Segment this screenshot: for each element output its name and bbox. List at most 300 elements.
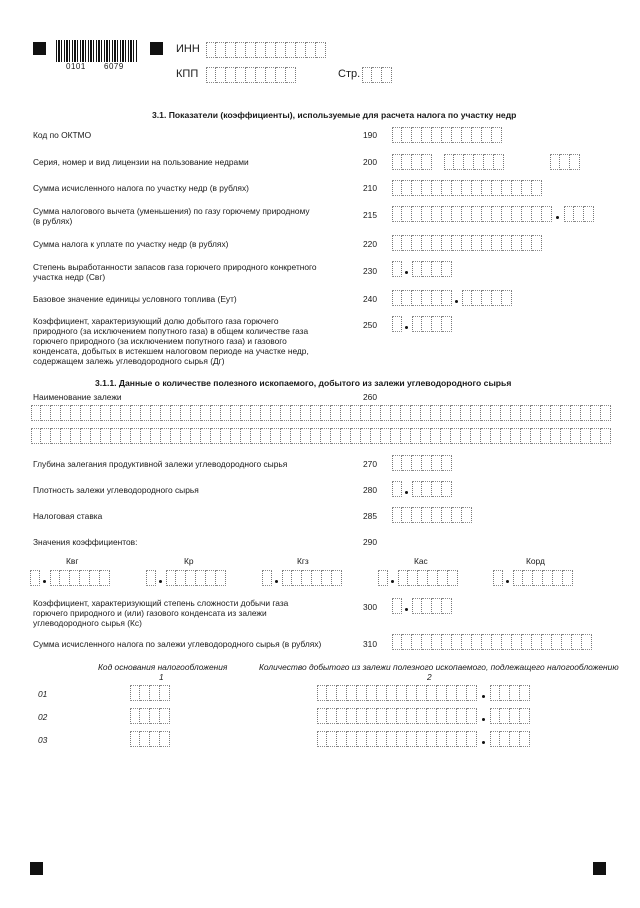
char-cell[interactable] xyxy=(462,127,472,143)
char-cell[interactable] xyxy=(211,428,221,444)
char-cell[interactable] xyxy=(442,634,452,650)
char-cell[interactable] xyxy=(90,570,100,586)
char-cell[interactable] xyxy=(432,180,442,196)
char-cell[interactable] xyxy=(521,428,531,444)
char-cell[interactable] xyxy=(377,685,387,701)
char-cell[interactable] xyxy=(482,127,492,143)
share-integer-field[interactable] xyxy=(392,316,402,332)
char-cell[interactable] xyxy=(492,206,502,222)
char-cell[interactable] xyxy=(532,235,542,251)
char-cell[interactable] xyxy=(422,127,432,143)
char-cell[interactable] xyxy=(417,685,427,701)
char-cell[interactable] xyxy=(191,428,201,444)
char-cell[interactable] xyxy=(392,598,402,614)
char-cell[interactable] xyxy=(381,428,391,444)
char-cell[interactable] xyxy=(211,405,221,421)
char-cell[interactable] xyxy=(31,405,41,421)
char-cell[interactable] xyxy=(584,206,594,222)
char-cell[interactable] xyxy=(101,428,111,444)
char-cell[interactable] xyxy=(392,180,402,196)
char-cell[interactable] xyxy=(432,455,442,471)
char-cell[interactable] xyxy=(601,405,611,421)
char-cell[interactable] xyxy=(412,598,422,614)
char-cell[interactable] xyxy=(432,507,442,523)
char-cell[interactable] xyxy=(377,708,387,724)
char-cell[interactable] xyxy=(101,405,111,421)
char-cell[interactable] xyxy=(422,481,432,497)
char-cell[interactable] xyxy=(428,570,438,586)
char-cell[interactable] xyxy=(412,235,422,251)
char-cell[interactable] xyxy=(171,405,181,421)
char-cell[interactable] xyxy=(437,685,447,701)
char-cell[interactable] xyxy=(236,67,246,83)
char-cell[interactable] xyxy=(520,708,530,724)
char-cell[interactable] xyxy=(286,67,296,83)
char-cell[interactable] xyxy=(541,428,551,444)
char-cell[interactable] xyxy=(422,455,432,471)
char-cell[interactable] xyxy=(442,507,452,523)
char-cell[interactable] xyxy=(442,598,452,614)
char-cell[interactable] xyxy=(281,428,291,444)
char-cell[interactable] xyxy=(398,570,408,586)
coef-kgz-fraction-field[interactable] xyxy=(282,570,342,586)
char-cell[interactable] xyxy=(392,206,402,222)
char-cell[interactable] xyxy=(417,731,427,747)
char-cell[interactable] xyxy=(412,507,422,523)
char-cell[interactable] xyxy=(166,570,176,586)
depletion-integer-field[interactable] xyxy=(392,261,402,277)
char-cell[interactable] xyxy=(422,316,432,332)
char-cell[interactable] xyxy=(472,127,482,143)
char-cell[interactable] xyxy=(560,154,570,170)
char-cell[interactable] xyxy=(91,405,101,421)
char-cell[interactable] xyxy=(492,127,502,143)
char-cell[interactable] xyxy=(432,206,442,222)
license-number-field[interactable] xyxy=(444,154,504,170)
row2-quantity-fraction-field[interactable] xyxy=(490,708,530,724)
char-cell[interactable] xyxy=(467,731,477,747)
char-cell[interactable] xyxy=(462,180,472,196)
char-cell[interactable] xyxy=(332,570,342,586)
char-cell[interactable] xyxy=(412,455,422,471)
char-cell[interactable] xyxy=(412,290,422,306)
char-cell[interactable] xyxy=(457,708,467,724)
char-cell[interactable] xyxy=(522,235,532,251)
char-cell[interactable] xyxy=(392,261,402,277)
char-cell[interactable] xyxy=(427,708,437,724)
char-cell[interactable] xyxy=(452,206,462,222)
char-cell[interactable] xyxy=(412,261,422,277)
char-cell[interactable] xyxy=(432,290,442,306)
char-cell[interactable] xyxy=(241,428,251,444)
char-cell[interactable] xyxy=(482,634,492,650)
char-cell[interactable] xyxy=(520,685,530,701)
char-cell[interactable] xyxy=(407,731,417,747)
char-cell[interactable] xyxy=(321,405,331,421)
char-cell[interactable] xyxy=(551,428,561,444)
char-cell[interactable] xyxy=(71,405,81,421)
char-cell[interactable] xyxy=(451,428,461,444)
char-cell[interactable] xyxy=(387,685,397,701)
char-cell[interactable] xyxy=(357,731,367,747)
char-cell[interactable] xyxy=(150,731,160,747)
char-cell[interactable] xyxy=(367,708,377,724)
char-cell[interactable] xyxy=(160,731,170,747)
char-cell[interactable] xyxy=(316,42,326,58)
char-cell[interactable] xyxy=(361,405,371,421)
char-cell[interactable] xyxy=(372,67,382,83)
char-cell[interactable] xyxy=(422,598,432,614)
char-cell[interactable] xyxy=(491,428,501,444)
base-value-fraction-field[interactable] xyxy=(462,290,512,306)
char-cell[interactable] xyxy=(402,180,412,196)
char-cell[interactable] xyxy=(392,154,402,170)
row1-quantity-integer-field[interactable] xyxy=(317,685,477,701)
char-cell[interactable] xyxy=(266,42,276,58)
char-cell[interactable] xyxy=(111,428,121,444)
char-cell[interactable] xyxy=(70,570,80,586)
tax-sum-field[interactable] xyxy=(392,180,542,196)
char-cell[interactable] xyxy=(412,180,422,196)
char-cell[interactable] xyxy=(502,206,512,222)
char-cell[interactable] xyxy=(226,67,236,83)
char-cell[interactable] xyxy=(543,570,553,586)
char-cell[interactable] xyxy=(357,685,367,701)
char-cell[interactable] xyxy=(150,708,160,724)
char-cell[interactable] xyxy=(563,570,573,586)
char-cell[interactable] xyxy=(371,428,381,444)
char-cell[interactable] xyxy=(311,428,321,444)
tax-rate-field[interactable] xyxy=(392,507,472,523)
char-cell[interactable] xyxy=(191,405,201,421)
char-cell[interactable] xyxy=(542,634,552,650)
char-cell[interactable] xyxy=(377,731,387,747)
char-cell[interactable] xyxy=(361,428,371,444)
char-cell[interactable] xyxy=(484,154,494,170)
char-cell[interactable] xyxy=(312,570,322,586)
char-cell[interactable] xyxy=(417,708,427,724)
char-cell[interactable] xyxy=(441,428,451,444)
char-cell[interactable] xyxy=(292,570,302,586)
row3-quantity-integer-field[interactable] xyxy=(317,731,477,747)
char-cell[interactable] xyxy=(481,428,491,444)
char-cell[interactable] xyxy=(511,428,521,444)
char-cell[interactable] xyxy=(216,42,226,58)
char-cell[interactable] xyxy=(131,405,141,421)
char-cell[interactable] xyxy=(327,708,337,724)
char-cell[interactable] xyxy=(331,428,341,444)
char-cell[interactable] xyxy=(500,731,510,747)
char-cell[interactable] xyxy=(347,708,357,724)
char-cell[interactable] xyxy=(421,405,431,421)
char-cell[interactable] xyxy=(306,42,316,58)
char-cell[interactable] xyxy=(130,731,140,747)
char-cell[interactable] xyxy=(452,507,462,523)
char-cell[interactable] xyxy=(421,428,431,444)
char-cell[interactable] xyxy=(161,428,171,444)
char-cell[interactable] xyxy=(513,570,523,586)
char-cell[interactable] xyxy=(422,206,432,222)
char-cell[interactable] xyxy=(121,428,131,444)
char-cell[interactable] xyxy=(542,206,552,222)
row1-code-field[interactable] xyxy=(130,685,170,701)
char-cell[interactable] xyxy=(371,405,381,421)
char-cell[interactable] xyxy=(550,154,560,170)
char-cell[interactable] xyxy=(241,405,251,421)
char-cell[interactable] xyxy=(532,180,542,196)
char-cell[interactable] xyxy=(351,428,361,444)
char-cell[interactable] xyxy=(533,570,543,586)
char-cell[interactable] xyxy=(482,235,492,251)
char-cell[interactable] xyxy=(362,67,372,83)
char-cell[interactable] xyxy=(472,180,482,196)
char-cell[interactable] xyxy=(500,685,510,701)
char-cell[interactable] xyxy=(494,154,504,170)
char-cell[interactable] xyxy=(467,685,477,701)
char-cell[interactable] xyxy=(161,405,171,421)
char-cell[interactable] xyxy=(510,708,520,724)
char-cell[interactable] xyxy=(216,570,226,586)
char-cell[interactable] xyxy=(281,405,291,421)
row2-code-field[interactable] xyxy=(130,708,170,724)
char-cell[interactable] xyxy=(276,67,286,83)
char-cell[interactable] xyxy=(382,67,392,83)
char-cell[interactable] xyxy=(392,316,402,332)
char-cell[interactable] xyxy=(432,235,442,251)
char-cell[interactable] xyxy=(231,405,241,421)
char-cell[interactable] xyxy=(311,405,321,421)
char-cell[interactable] xyxy=(601,428,611,444)
char-cell[interactable] xyxy=(581,428,591,444)
char-cell[interactable] xyxy=(438,570,448,586)
char-cell[interactable] xyxy=(422,235,432,251)
coef-kgz-integer-field[interactable] xyxy=(262,570,272,586)
char-cell[interactable] xyxy=(442,180,452,196)
char-cell[interactable] xyxy=(571,405,581,421)
char-cell[interactable] xyxy=(512,634,522,650)
char-cell[interactable] xyxy=(392,455,402,471)
char-cell[interactable] xyxy=(60,570,70,586)
char-cell[interactable] xyxy=(422,261,432,277)
char-cell[interactable] xyxy=(447,685,457,701)
char-cell[interactable] xyxy=(553,570,563,586)
char-cell[interactable] xyxy=(186,570,196,586)
char-cell[interactable] xyxy=(452,235,462,251)
inn-field[interactable] xyxy=(206,42,326,58)
license-series-field[interactable] xyxy=(392,154,432,170)
char-cell[interactable] xyxy=(493,570,503,586)
char-cell[interactable] xyxy=(206,42,216,58)
char-cell[interactable] xyxy=(392,290,402,306)
char-cell[interactable] xyxy=(327,731,337,747)
char-cell[interactable] xyxy=(437,731,447,747)
coef-kas-integer-field[interactable] xyxy=(378,570,388,586)
coef-kr-integer-field[interactable] xyxy=(146,570,156,586)
char-cell[interactable] xyxy=(351,405,361,421)
char-cell[interactable] xyxy=(474,154,484,170)
char-cell[interactable] xyxy=(462,235,472,251)
char-cell[interactable] xyxy=(411,405,421,421)
char-cell[interactable] xyxy=(482,290,492,306)
char-cell[interactable] xyxy=(442,261,452,277)
char-cell[interactable] xyxy=(448,570,458,586)
char-cell[interactable] xyxy=(491,405,501,421)
coef-kas-fraction-field[interactable] xyxy=(398,570,458,586)
char-cell[interactable] xyxy=(442,127,452,143)
char-cell[interactable] xyxy=(431,428,441,444)
char-cell[interactable] xyxy=(402,455,412,471)
char-cell[interactable] xyxy=(444,154,454,170)
char-cell[interactable] xyxy=(392,235,402,251)
char-cell[interactable] xyxy=(442,206,452,222)
char-cell[interactable] xyxy=(231,428,241,444)
char-cell[interactable] xyxy=(581,405,591,421)
char-cell[interactable] xyxy=(81,405,91,421)
char-cell[interactable] xyxy=(130,685,140,701)
char-cell[interactable] xyxy=(510,685,520,701)
char-cell[interactable] xyxy=(591,428,601,444)
char-cell[interactable] xyxy=(422,154,432,170)
char-cell[interactable] xyxy=(282,570,292,586)
char-cell[interactable] xyxy=(464,154,474,170)
char-cell[interactable] xyxy=(221,405,231,421)
char-cell[interactable] xyxy=(91,428,101,444)
char-cell[interactable] xyxy=(481,405,491,421)
deduction-integer-field[interactable] xyxy=(392,206,552,222)
char-cell[interactable] xyxy=(391,428,401,444)
char-cell[interactable] xyxy=(552,634,562,650)
char-cell[interactable] xyxy=(412,154,422,170)
char-cell[interactable] xyxy=(570,154,580,170)
license-type-field[interactable] xyxy=(550,154,580,170)
char-cell[interactable] xyxy=(150,685,160,701)
char-cell[interactable] xyxy=(381,405,391,421)
char-cell[interactable] xyxy=(61,428,71,444)
char-cell[interactable] xyxy=(337,708,347,724)
char-cell[interactable] xyxy=(140,685,150,701)
char-cell[interactable] xyxy=(511,405,521,421)
char-cell[interactable] xyxy=(251,428,261,444)
char-cell[interactable] xyxy=(412,316,422,332)
char-cell[interactable] xyxy=(512,235,522,251)
char-cell[interactable] xyxy=(502,235,512,251)
char-cell[interactable] xyxy=(401,428,411,444)
kpp-field[interactable] xyxy=(206,67,296,83)
char-cell[interactable] xyxy=(206,570,216,586)
char-cell[interactable] xyxy=(317,685,327,701)
char-cell[interactable] xyxy=(502,180,512,196)
char-cell[interactable] xyxy=(261,428,271,444)
char-cell[interactable] xyxy=(551,405,561,421)
coef-kord-integer-field[interactable] xyxy=(493,570,503,586)
char-cell[interactable] xyxy=(541,405,551,421)
ks-fraction-field[interactable] xyxy=(412,598,452,614)
char-cell[interactable] xyxy=(461,405,471,421)
char-cell[interactable] xyxy=(432,634,442,650)
char-cell[interactable] xyxy=(140,708,150,724)
char-cell[interactable] xyxy=(391,405,401,421)
char-cell[interactable] xyxy=(471,428,481,444)
char-cell[interactable] xyxy=(392,634,402,650)
char-cell[interactable] xyxy=(327,685,337,701)
char-cell[interactable] xyxy=(454,154,464,170)
char-cell[interactable] xyxy=(291,428,301,444)
char-cell[interactable] xyxy=(51,405,61,421)
char-cell[interactable] xyxy=(482,206,492,222)
char-cell[interactable] xyxy=(512,206,522,222)
char-cell[interactable] xyxy=(442,455,452,471)
char-cell[interactable] xyxy=(317,708,327,724)
char-cell[interactable] xyxy=(301,405,311,421)
page-number-field[interactable] xyxy=(362,67,392,83)
char-cell[interactable] xyxy=(457,731,467,747)
char-cell[interactable] xyxy=(276,42,286,58)
char-cell[interactable] xyxy=(121,405,131,421)
char-cell[interactable] xyxy=(532,206,542,222)
char-cell[interactable] xyxy=(397,685,407,701)
char-cell[interactable] xyxy=(301,428,311,444)
char-cell[interactable] xyxy=(502,290,512,306)
char-cell[interactable] xyxy=(432,261,442,277)
char-cell[interactable] xyxy=(41,405,51,421)
char-cell[interactable] xyxy=(441,405,451,421)
char-cell[interactable] xyxy=(523,570,533,586)
char-cell[interactable] xyxy=(141,428,151,444)
char-cell[interactable] xyxy=(442,235,452,251)
char-cell[interactable] xyxy=(447,708,457,724)
char-cell[interactable] xyxy=(160,708,170,724)
char-cell[interactable] xyxy=(31,428,41,444)
char-cell[interactable] xyxy=(402,290,412,306)
char-cell[interactable] xyxy=(461,428,471,444)
char-cell[interactable] xyxy=(347,731,357,747)
char-cell[interactable] xyxy=(100,570,110,586)
char-cell[interactable] xyxy=(221,428,231,444)
char-cell[interactable] xyxy=(427,731,437,747)
char-cell[interactable] xyxy=(492,290,502,306)
char-cell[interactable] xyxy=(462,206,472,222)
char-cell[interactable] xyxy=(341,428,351,444)
char-cell[interactable] xyxy=(131,428,141,444)
char-cell[interactable] xyxy=(471,405,481,421)
char-cell[interactable] xyxy=(246,42,256,58)
char-cell[interactable] xyxy=(392,507,402,523)
char-cell[interactable] xyxy=(531,428,541,444)
char-cell[interactable] xyxy=(521,405,531,421)
char-cell[interactable] xyxy=(397,708,407,724)
char-cell[interactable] xyxy=(392,481,402,497)
char-cell[interactable] xyxy=(367,731,377,747)
char-cell[interactable] xyxy=(442,316,452,332)
char-cell[interactable] xyxy=(378,570,388,586)
char-cell[interactable] xyxy=(467,708,477,724)
ks-integer-field[interactable] xyxy=(392,598,402,614)
char-cell[interactable] xyxy=(337,731,347,747)
char-cell[interactable] xyxy=(302,570,312,586)
char-cell[interactable] xyxy=(402,127,412,143)
char-cell[interactable] xyxy=(251,405,261,421)
char-cell[interactable] xyxy=(442,290,452,306)
char-cell[interactable] xyxy=(427,685,437,701)
char-cell[interactable] xyxy=(151,428,161,444)
char-cell[interactable] xyxy=(236,42,246,58)
char-cell[interactable] xyxy=(462,507,472,523)
char-cell[interactable] xyxy=(261,405,271,421)
char-cell[interactable] xyxy=(130,708,140,724)
oktmo-field[interactable] xyxy=(392,127,502,143)
char-cell[interactable] xyxy=(482,180,492,196)
char-cell[interactable] xyxy=(422,180,432,196)
